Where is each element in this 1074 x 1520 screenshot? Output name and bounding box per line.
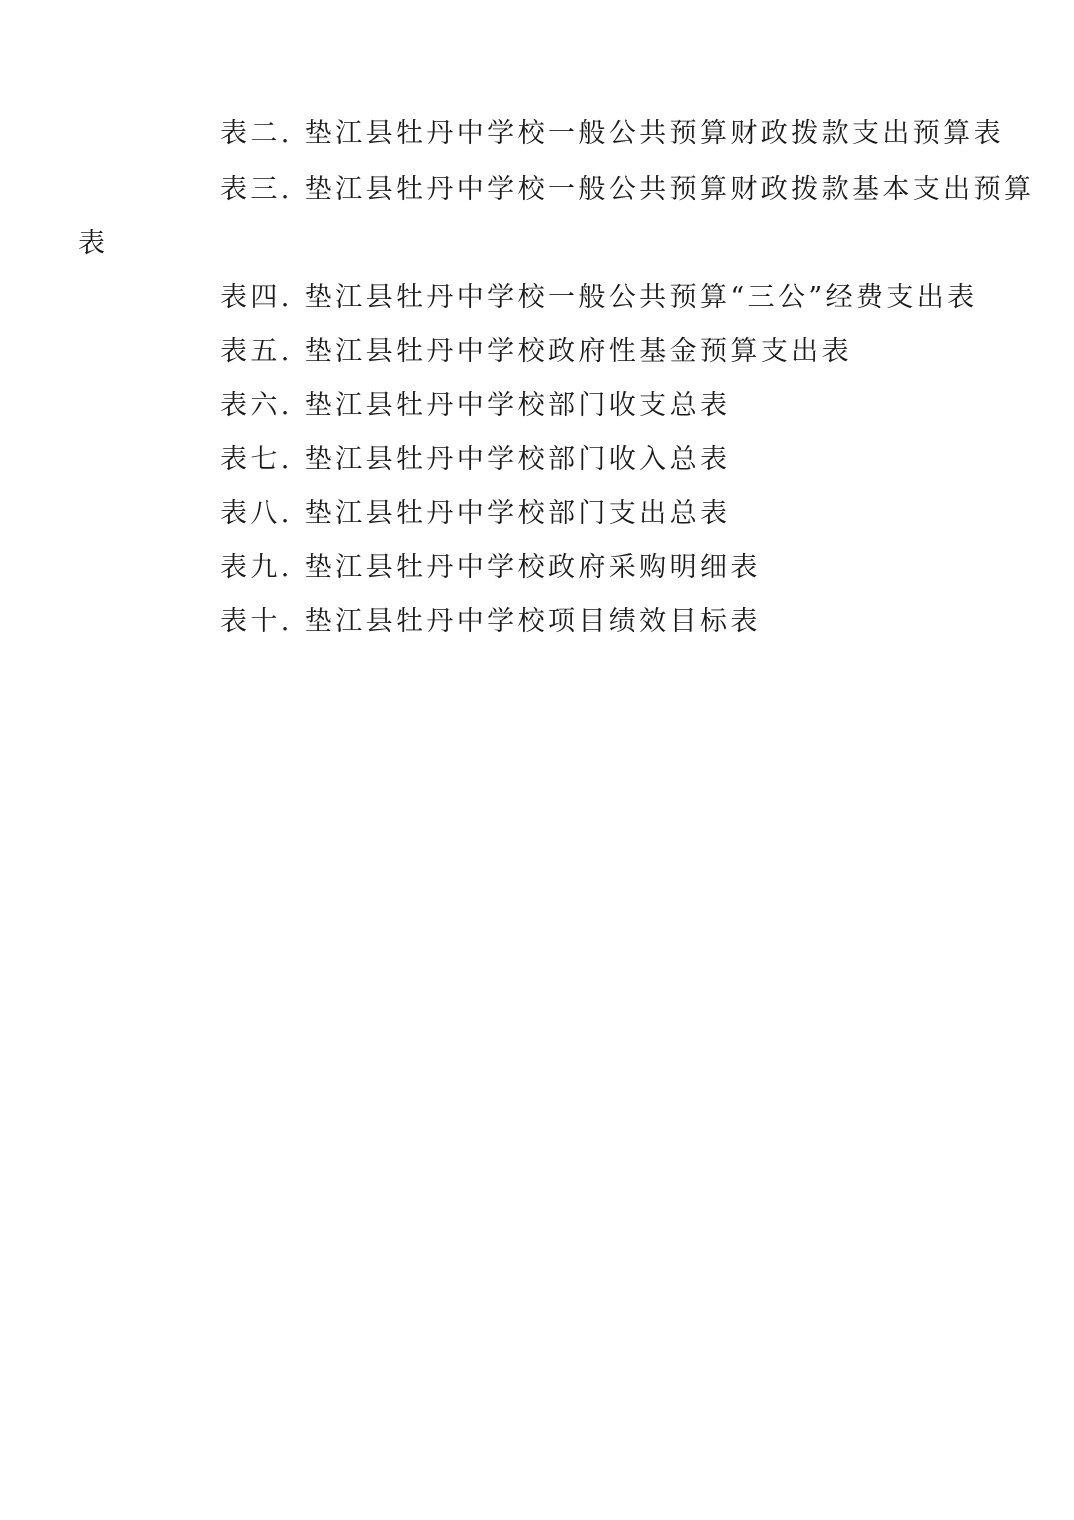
table-list-item-7: 表七. 垫江县牡丹中学校部门收入总表 [220, 444, 731, 475]
table-list-item-10: 表十. 垫江县牡丹中学校项目绩效目标表 [220, 606, 761, 637]
table-list-item-3: 表三. 垫江县牡丹中学校一般公共预算财政拨款基本支出预算 [220, 174, 1035, 205]
table-list-item-9: 表九. 垫江县牡丹中学校政府采购明细表 [220, 552, 761, 583]
table-list-item-8: 表八. 垫江县牡丹中学校部门支出总表 [220, 498, 731, 529]
table-list-item-2: 表二. 垫江县牡丹中学校一般公共预算财政拨款支出预算表 [220, 118, 1004, 149]
table-list-item-4: 表四. 垫江县牡丹中学校一般公共预算“三公”经费支出表 [220, 282, 978, 313]
table-list-item-3-continuation: 表 [78, 228, 105, 259]
table-list-item-6: 表六. 垫江县牡丹中学校部门收支总表 [220, 390, 731, 421]
table-list-item-5: 表五. 垫江县牡丹中学校政府性基金预算支出表 [220, 336, 852, 367]
